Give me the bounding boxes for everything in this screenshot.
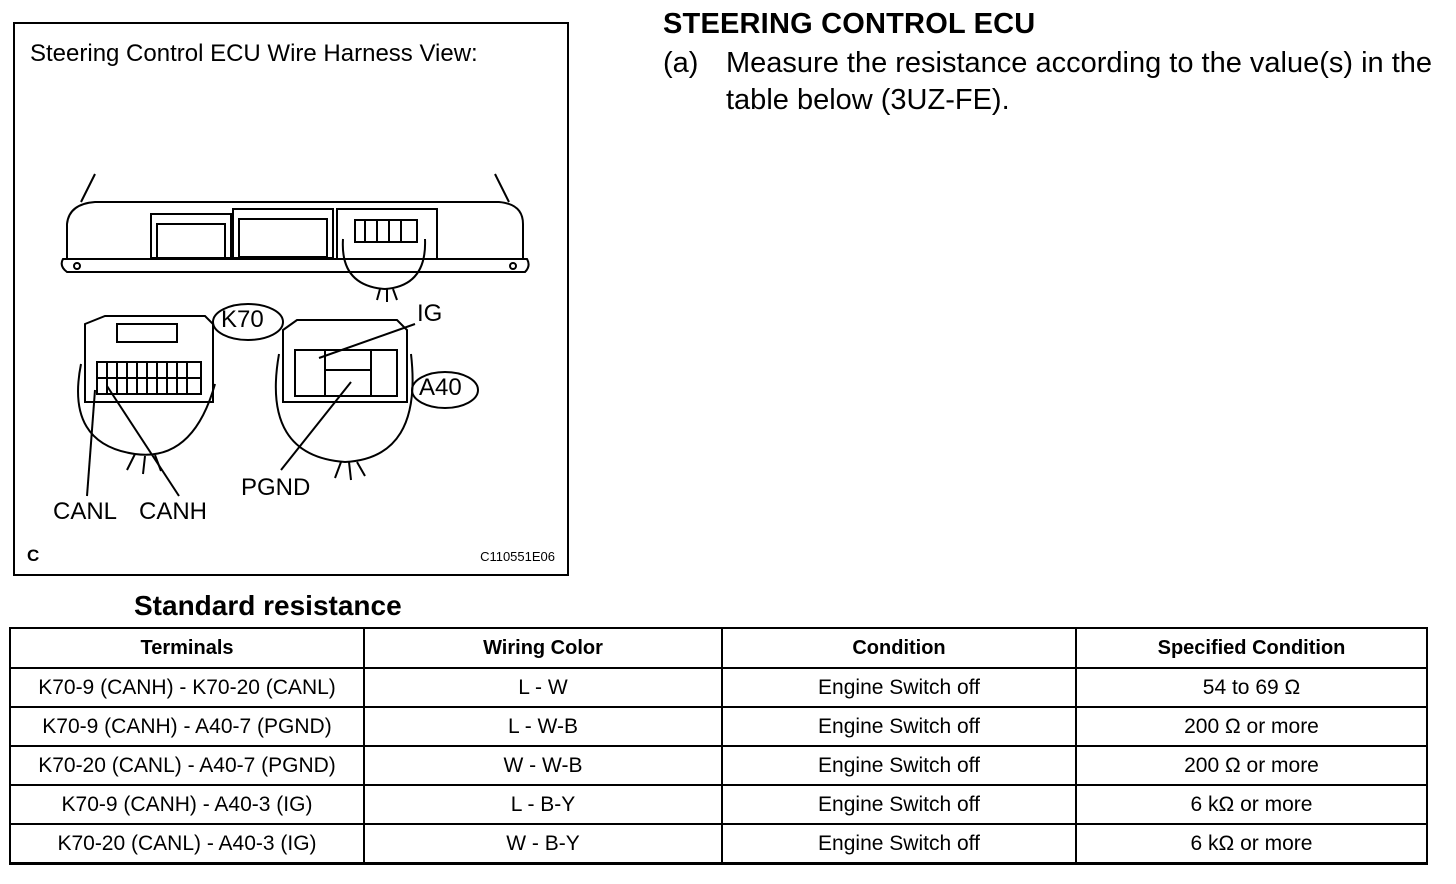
cell-condition: Engine Switch off xyxy=(722,707,1076,746)
header-wiring-color: Wiring Color xyxy=(364,628,722,668)
cell-specified-condition: 6 kΩ or more xyxy=(1076,785,1427,824)
table-title: Standard resistance xyxy=(134,590,402,621)
cell-terminals: K70-9 (CANH) - K70-20 (CANL) xyxy=(10,668,364,707)
cell-wiring-color: L - W-B xyxy=(364,707,722,746)
step-text: Measure the resistance according to the value(s) in the table below (3UZ-FE). xyxy=(726,47,1433,116)
pin-label-pgnd: PGND xyxy=(241,474,311,501)
cell-terminals: K70-9 (CANH) - A40-7 (PGND) xyxy=(10,707,364,746)
figure-corner-letter: C xyxy=(27,546,40,565)
step-number: (a) xyxy=(663,47,699,79)
cell-terminals: K70-20 (CANL) - A40-3 (IG) xyxy=(10,824,364,864)
table-header-row xyxy=(10,628,1427,668)
header-condition: Condition xyxy=(722,628,1076,668)
cell-specified-condition: 200 Ω or more xyxy=(1076,707,1427,746)
cell-wiring-color: W - W-B xyxy=(364,746,722,785)
pin-label-ig: IG xyxy=(417,300,443,327)
cell-wiring-color: W - B-Y xyxy=(364,824,722,864)
cell-terminals: K70-20 (CANL) - A40-7 (PGND) xyxy=(10,746,364,785)
connector-label-k70: K70 xyxy=(221,306,264,333)
pin-label-canl: CANL xyxy=(53,498,118,525)
header-terminals: Terminals xyxy=(10,628,364,668)
table-row xyxy=(10,668,1427,707)
figure-code: C110551E06 xyxy=(480,549,555,564)
connector-label-a40: A40 xyxy=(419,374,462,401)
cell-terminals: K70-9 (CANH) - A40-3 (IG) xyxy=(10,785,364,824)
cell-wiring-color: L - B-Y xyxy=(364,785,722,824)
table-row xyxy=(10,707,1427,746)
cell-condition: Engine Switch off xyxy=(722,824,1076,864)
cell-specified-condition: 6 kΩ or more xyxy=(1076,824,1427,864)
cell-condition: Engine Switch off xyxy=(722,746,1076,785)
table-row xyxy=(10,824,1427,864)
figure-title: Steering Control ECU Wire Harness View: xyxy=(30,40,478,67)
cell-condition: Engine Switch off xyxy=(722,668,1076,707)
harness-diagram xyxy=(13,22,569,576)
cell-specified-condition: 200 Ω or more xyxy=(1076,746,1427,785)
cell-condition: Engine Switch off xyxy=(722,785,1076,824)
pin-label-canh: CANH xyxy=(139,498,208,525)
cell-specified-condition: 54 to 69 Ω xyxy=(1076,668,1427,707)
table-row xyxy=(10,746,1427,785)
cell-wiring-color: L - W xyxy=(364,668,722,707)
section-heading: STEERING CONTROL ECU xyxy=(663,8,1036,40)
resistance-table xyxy=(9,627,1428,865)
table-row xyxy=(10,785,1427,824)
header-specified-condition: Specified Condition xyxy=(1076,628,1427,668)
